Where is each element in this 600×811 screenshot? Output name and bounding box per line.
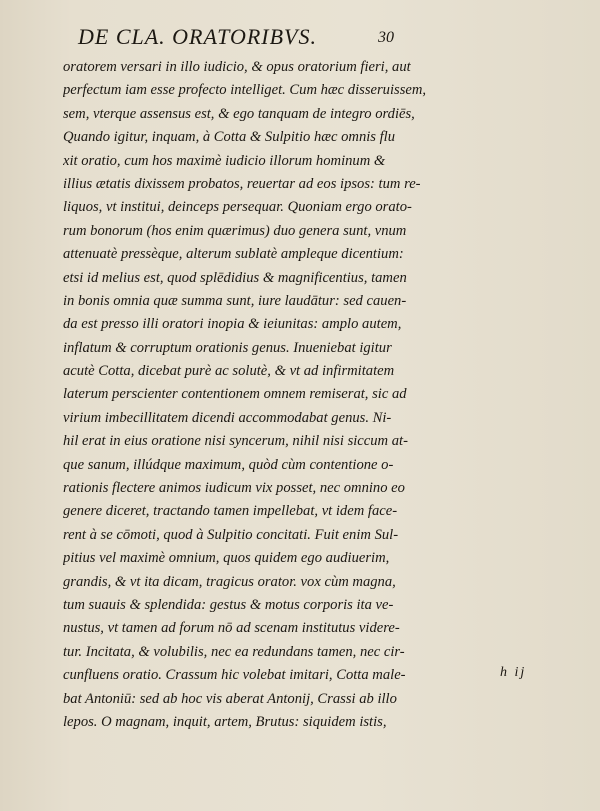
text-line: attenuatè pressèque, alterum sublatè ampleque dicentium:	[63, 246, 404, 263]
text-line: Quando igitur, inquam, à Cotta & Sulpitio hæc omnis flu	[63, 129, 396, 146]
text-line: virium imbecillitatem dicendi accommodabat genus. Ni-	[63, 409, 392, 426]
text-line: nustus, vt tamen ad forum nō ad scenam institutus videre-	[63, 620, 400, 637]
text-line: tum suauis & splendida: gestus & motus corporis ita ve-	[63, 596, 394, 613]
running-head	[78, 24, 578, 54]
text-line: genere diceret, tractando tamen impellebat, vt idem face-	[63, 503, 398, 520]
text-line: xit oratio, cum hos maximè iudicio illorum hominum &	[63, 152, 386, 169]
text-line: illius ætatis dixissem probatos, reuertar ad eos ipsos: tum re-	[63, 175, 421, 192]
text-line: grandis, & vt ita dicam, tragicus orator. vox cùm magna,	[63, 573, 396, 590]
text-line: sem, vterque assensus est, & ego tanquam de integro ordiēs,	[63, 105, 415, 122]
body-text	[63, 56, 568, 734]
running-title: DE CLA. ORATORIBVS.	[78, 24, 317, 49]
text-line: rent à se cōmoti, quod à Sulpitio concitati. Fuit enim Sul-	[63, 526, 399, 543]
text-line: rum bonorum (hos enim quærimus) duo genera sunt, vnum	[63, 222, 407, 239]
text-line: in bonis omnia quæ summa sunt, iure laudātur: sed cauen-	[63, 292, 407, 309]
text-line: acutè Cotta, dicebat purè ac solutè, & vt ad infirmitatem	[63, 363, 395, 380]
text-line: que sanum, illúdque maximum, quòd cùm contentione o-	[63, 456, 394, 473]
text-line: perfectum iam esse profecto intelliget. Cum hæc disseruissem,	[63, 82, 427, 99]
page-number: 30	[378, 29, 394, 46]
text-line: hil erat in eius oratione nisi syncerum, nihil nisi siccum at-	[63, 433, 408, 450]
text-line: pitius vel maximè omnium, quos quidem ego audiuerim,	[63, 550, 390, 567]
text-line: tur. Incitata, & volubilis, nec ea redundans tamen, nec cir-	[63, 643, 405, 660]
text-line: inflatum & corruptum orationis genus. Inueniebat igitur	[63, 339, 392, 356]
text-line: rationis flectere animos iudicum vix posset, nec omnino eo	[63, 480, 405, 497]
text-line: bat Antoniū: sed ab hoc vis aberat Antonij, Crassi ab illo	[63, 690, 397, 707]
text-line: etsi id melius est, quod splēdidius & magnificentius, tamen	[63, 269, 407, 286]
text-line: da est presso illi oratori inopia & ieiunitas: amplo autem,	[63, 316, 402, 333]
text-line: laterum perscienter contentionem omnem remiserat, sic ad	[63, 386, 407, 403]
text-line: liquos, vt institui, deinceps persequar. Quoniam ergo orato-	[63, 199, 412, 216]
text-line: lepos. O magnam, inquit, artem, Brutus: siquidem istis,	[63, 713, 387, 730]
text-line: oratorem versari in illo iudicio, & opus oratorium fieri, aut	[63, 59, 411, 75]
signature-mark: h ij	[500, 665, 527, 680]
text-line: cunfluens oratio. Crassum hic volebat imitari, Cotta male-	[63, 667, 406, 684]
